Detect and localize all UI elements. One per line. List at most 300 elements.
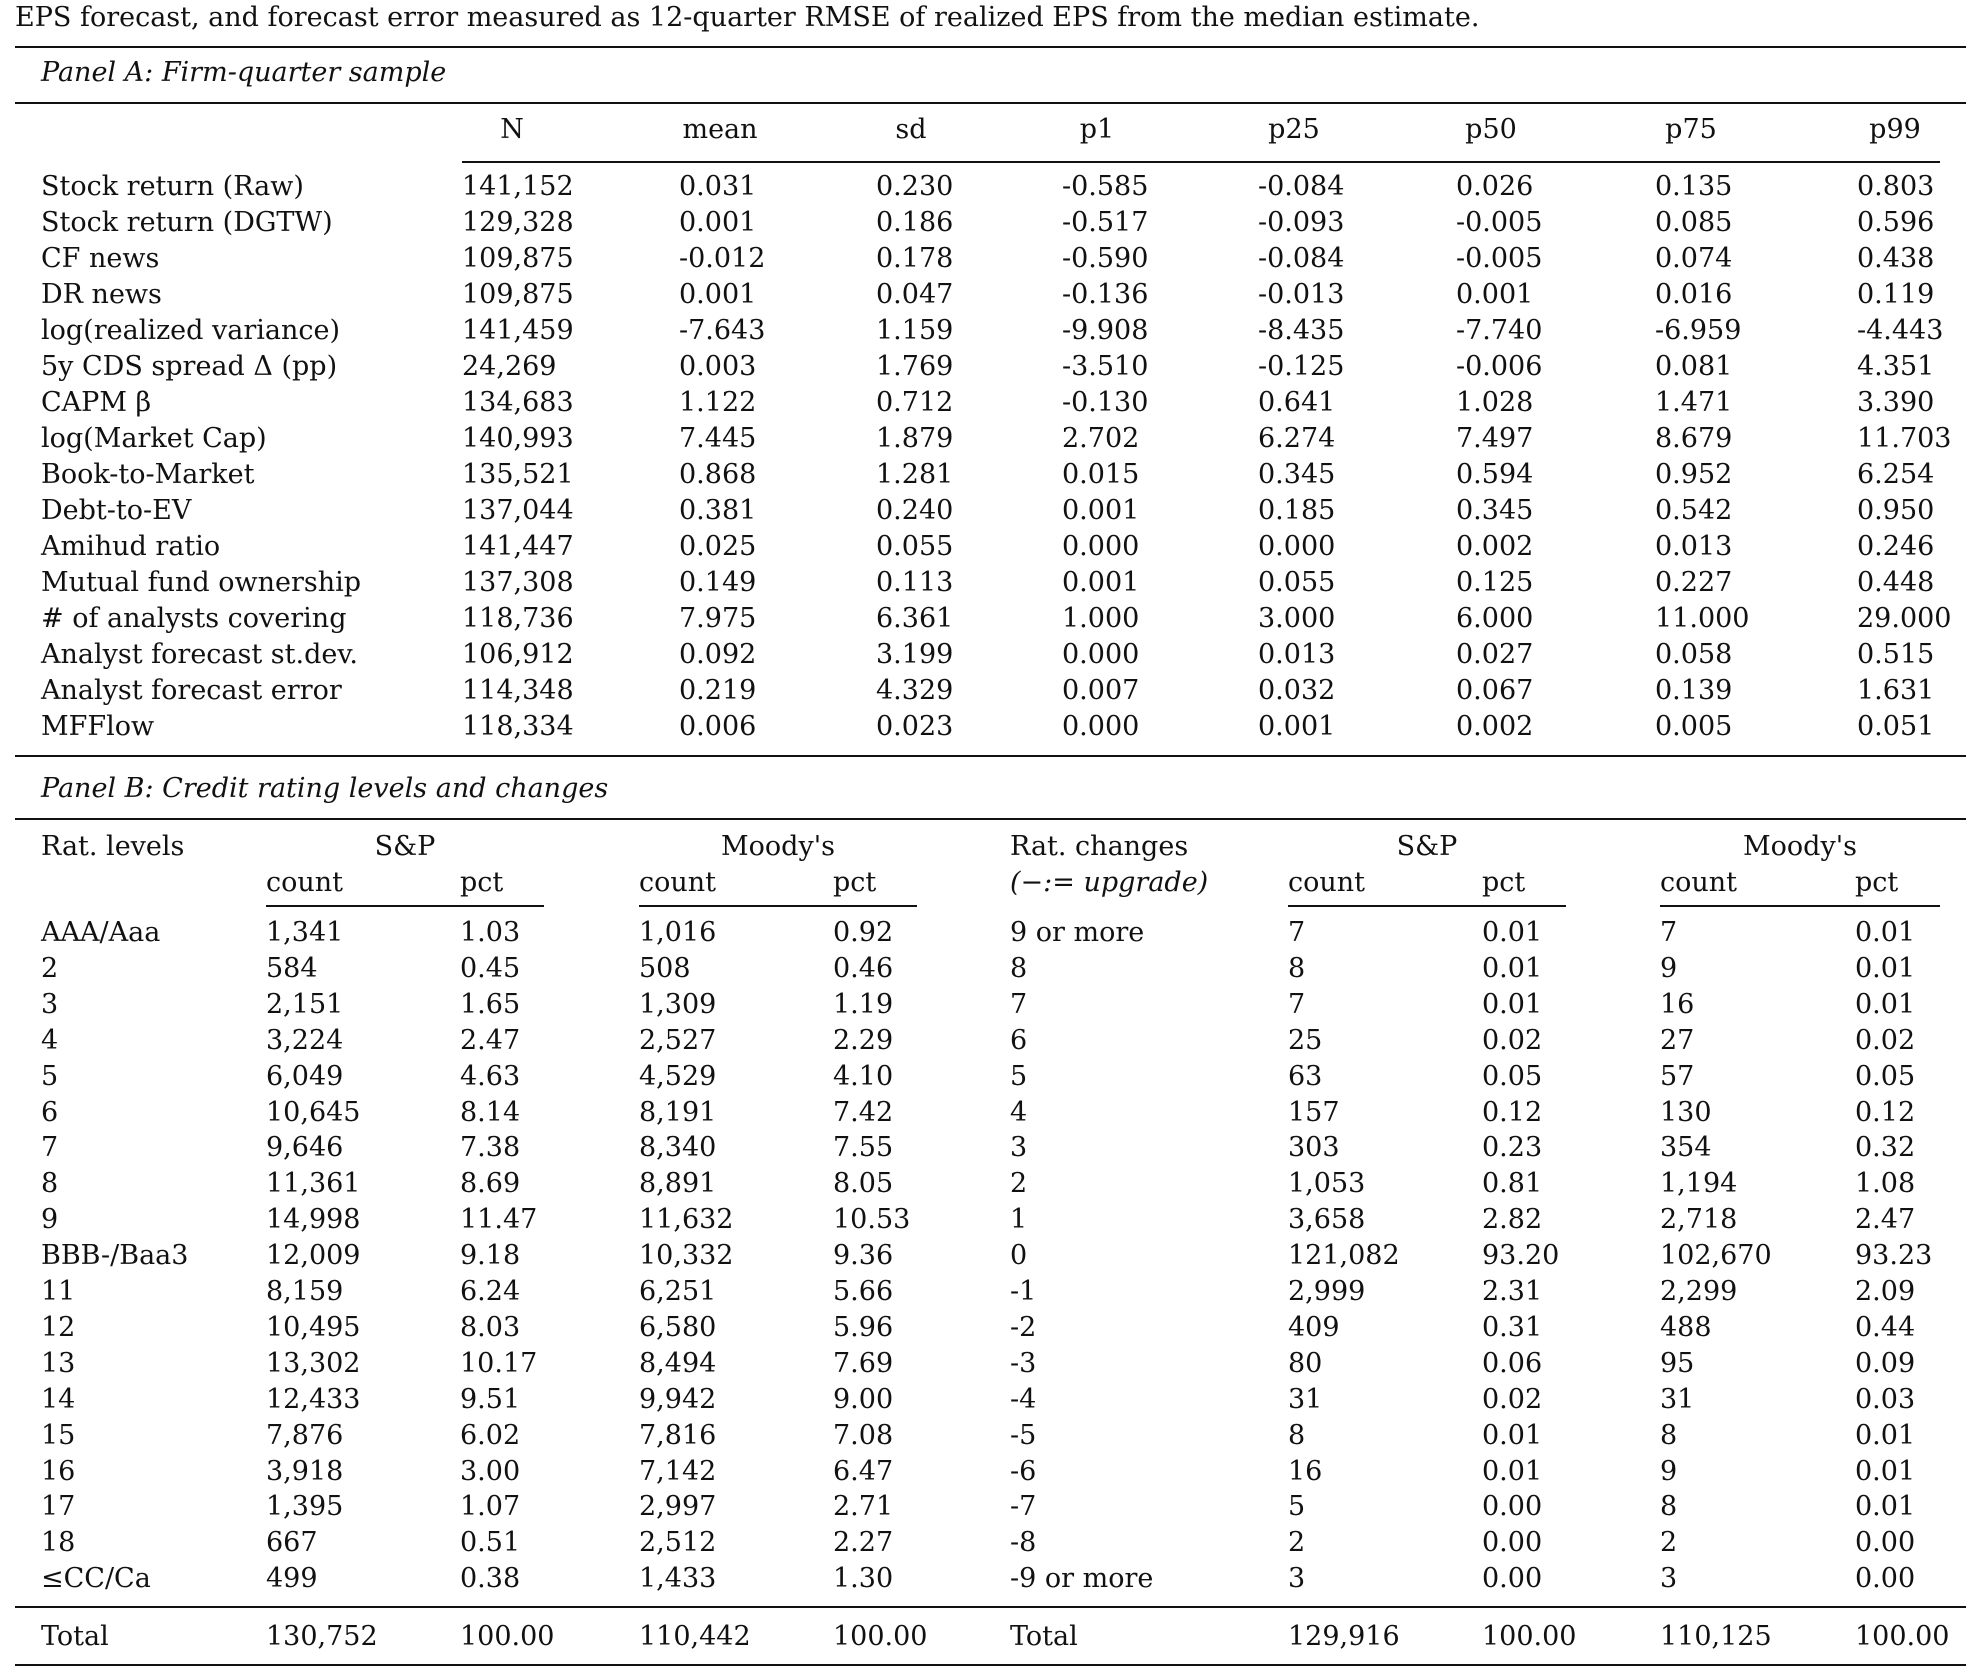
rating-level-cell: 17: [41, 1491, 76, 1523]
change-moodys-count-cell: 31: [1660, 1383, 1695, 1415]
moodys-count-cell: 2,997: [639, 1491, 717, 1523]
moodys-count-cell: 4,529: [639, 1060, 717, 1092]
sp-pct-cell: 0.38: [460, 1563, 521, 1595]
sp-pct-cell: 0.45: [460, 952, 521, 984]
row-label: 5y CDS spread Δ (pp): [41, 351, 338, 382]
table-cell: -0.130: [1062, 387, 1149, 418]
change-sp-count-cell: 2: [1288, 1527, 1306, 1559]
moodys-count-cell: 508: [639, 952, 691, 984]
rating-level-cell: 15: [41, 1419, 76, 1451]
change-moodys-pct-cell: 0.44: [1855, 1311, 1916, 1343]
table-cell: 0.594: [1456, 459, 1534, 490]
sp-levels-pct-header: pct: [460, 867, 504, 898]
rating-level-cell: 9: [41, 1204, 59, 1236]
change-sp-pct-cell: 0.23: [1482, 1132, 1543, 1164]
table-cell: 0.952: [1655, 459, 1733, 490]
table-cell: 0.081: [1655, 351, 1733, 382]
table-cell: 0.345: [1258, 459, 1336, 490]
table-cell: 0.032: [1258, 675, 1336, 706]
sp-pct-cell: 1.65: [460, 988, 521, 1020]
total-moodys-pct: 100.00: [833, 1621, 928, 1652]
sp-count-cell: 1,341: [266, 917, 344, 948]
change-moodys-pct-cell: 0.00: [1855, 1527, 1916, 1559]
change-sp-pct-cell: 0.06: [1482, 1347, 1543, 1379]
table-cell: 134,683: [462, 387, 574, 418]
table-cell: 0.005: [1655, 711, 1733, 742]
table-cell: 0.246: [1857, 531, 1935, 562]
rating-change-cell: -1: [1010, 1276, 1037, 1307]
moodys-count-cell: 8,340: [639, 1132, 717, 1164]
sp-pct-cell: 1.07: [460, 1491, 521, 1523]
table-bottom-rule: [15, 1664, 1966, 1666]
change-sp-count-cell: 31: [1288, 1383, 1323, 1415]
table-cell: 135,521: [462, 459, 574, 490]
table-cell: 0.000: [1258, 531, 1336, 562]
table-cell: 0.047: [876, 279, 954, 310]
table-cell: 141,459: [462, 315, 574, 346]
table-cell: 0.186: [876, 207, 954, 238]
table-cell: 6.254: [1857, 459, 1935, 490]
table-cell: -0.093: [1258, 207, 1345, 238]
change-moodys-count-cell: 102,670: [1660, 1240, 1772, 1272]
row-label: Analyst forecast st.dev.: [41, 639, 358, 670]
change-moodys-pct-cell: 0.32: [1855, 1132, 1916, 1164]
change-moodys-count-cell: 7: [1660, 917, 1678, 948]
rating-change-cell: 4: [1010, 1096, 1028, 1128]
sp-changes-pct-header: pct: [1482, 867, 1526, 898]
change-sp-count-cell: 303: [1288, 1132, 1340, 1164]
moodys-count-cell: 6,580: [639, 1311, 717, 1343]
change-sp-pct-cell: 2.31: [1482, 1276, 1543, 1307]
moodys-pct-cell: 7.69: [833, 1347, 894, 1379]
sp-count-cell: 11,361: [266, 1168, 361, 1200]
total-rating-change: Total: [1010, 1621, 1078, 1652]
rating-level-cell: 4: [41, 1024, 59, 1056]
table-cell: 140,993: [462, 423, 574, 454]
total-change-moodys-pct: 100.00: [1855, 1621, 1950, 1652]
change-sp-count-cell: 121,082: [1288, 1240, 1400, 1272]
table-cell: 0.381: [679, 495, 757, 526]
table-cell: 0.641: [1258, 387, 1336, 418]
change-sp-pct-cell: 0.01: [1482, 1455, 1543, 1487]
table-cell: 0.803: [1857, 171, 1935, 202]
change-moodys-count-cell: 3: [1660, 1563, 1678, 1595]
change-sp-count-cell: 25: [1288, 1024, 1323, 1056]
moodys-count-cell: 11,632: [639, 1204, 734, 1236]
moodys-changes-count-header: count: [1660, 867, 1738, 898]
sp-levels-header: S&P: [374, 831, 436, 862]
table-cell: -0.084: [1258, 243, 1345, 274]
rating-change-cell: 8: [1010, 952, 1028, 984]
moodys-pct-cell: 0.46: [833, 952, 894, 984]
row-label: DR news: [41, 279, 162, 310]
total-change-sp-pct: 100.00: [1482, 1621, 1577, 1652]
change-sp-pct-cell: 2.82: [1482, 1204, 1543, 1236]
change-sp-count-cell: 80: [1288, 1347, 1323, 1379]
total-top-rule: [15, 1606, 1966, 1608]
table-cell: 0.345: [1456, 495, 1534, 526]
col-header-N: N: [500, 114, 524, 145]
moodys-pct-cell: 5.66: [833, 1276, 894, 1307]
change-sp-count-cell: 3: [1288, 1563, 1306, 1595]
table-cell: -0.006: [1456, 351, 1543, 382]
rating-level-cell: 14: [41, 1383, 76, 1415]
moodys-pct-cell: 10.53: [833, 1204, 911, 1236]
rating-level-cell: 16: [41, 1455, 76, 1487]
panel-a-bottom-rule: [15, 755, 1966, 757]
table-cell: 3.199: [876, 639, 954, 670]
rating-level-cell: BBB-/Baa3: [41, 1240, 189, 1272]
table-cell: 0.026: [1456, 171, 1534, 202]
table-cell: 109,875: [462, 243, 574, 274]
change-moodys-pct-cell: 93.23: [1855, 1240, 1933, 1272]
rating-level-cell: 13: [41, 1347, 76, 1379]
sp-levels-subrule: [266, 905, 544, 907]
sp-pct-cell: 10.17: [460, 1347, 538, 1379]
table-cell: -0.013: [1258, 279, 1345, 310]
table-cell: 0.596: [1857, 207, 1935, 238]
table-cell: -4.443: [1857, 315, 1944, 346]
table-cell: -0.012: [679, 243, 766, 274]
table-cell: 1.769: [876, 351, 954, 382]
rating-change-cell: -3: [1010, 1347, 1037, 1379]
rating-level-cell: AAA/Aaa: [41, 917, 161, 948]
change-sp-count-cell: 7: [1288, 917, 1306, 948]
table-cell: 0.007: [1062, 675, 1140, 706]
sp-count-cell: 1,395: [266, 1491, 344, 1523]
table-cell: 8.679: [1655, 423, 1733, 454]
moodys-levels-pct-header: pct: [833, 867, 877, 898]
table-cell: 118,736: [462, 603, 574, 634]
table-cell: 0.003: [679, 351, 757, 382]
rating-change-cell: 2: [1010, 1168, 1028, 1200]
row-label: Debt-to-EV: [41, 495, 192, 526]
change-sp-pct-cell: 0.12: [1482, 1096, 1543, 1128]
change-sp-pct-cell: 0.01: [1482, 988, 1543, 1020]
table-cell: 0.001: [1062, 567, 1140, 598]
sp-count-cell: 9,646: [266, 1132, 344, 1164]
rating-changes-header: Rat. changes: [1010, 831, 1189, 862]
panel-a-header-rule: [462, 161, 1940, 163]
table-cell: 0.139: [1655, 675, 1733, 706]
table-cell: 0.712: [876, 387, 954, 418]
row-label: Stock return (DGTW): [41, 207, 333, 238]
table-caption: EPS forecast, and forecast error measured as 12-quarter RMSE of realized EPS from the median estimate.: [15, 2, 1480, 33]
table-cell: 0.074: [1655, 243, 1733, 274]
table-cell: 0.001: [679, 279, 757, 310]
change-sp-pct-cell: 0.05: [1482, 1060, 1543, 1092]
rating-level-cell: 3: [41, 988, 59, 1020]
sp-pct-cell: 9.18: [460, 1240, 521, 1272]
col-header-p1: p1: [1079, 114, 1115, 145]
table-cell: 0.219: [679, 675, 757, 706]
sp-count-cell: 13,302: [266, 1347, 361, 1379]
col-header-mean: mean: [682, 114, 758, 145]
change-moodys-pct-cell: 0.01: [1855, 988, 1916, 1020]
table-cell: 0.031: [679, 171, 757, 202]
table-cell: -0.005: [1456, 207, 1543, 238]
change-sp-count-cell: 409: [1288, 1311, 1340, 1343]
table-cell: 0.000: [1062, 711, 1140, 742]
sp-changes-header: S&P: [1396, 831, 1458, 862]
change-sp-pct-cell: 0.00: [1482, 1491, 1543, 1523]
table-cell: -7.740: [1456, 315, 1543, 346]
table-cell: -0.125: [1258, 351, 1345, 382]
rating-change-cell: -4: [1010, 1383, 1037, 1415]
moodys-pct-cell: 9.36: [833, 1240, 894, 1272]
table-cell: 0.448: [1857, 567, 1935, 598]
total-moodys-count: 110,442: [639, 1621, 751, 1652]
moodys-count-cell: 9,942: [639, 1383, 717, 1415]
row-label: log(realized variance): [41, 315, 341, 346]
sp-levels-count-header: count: [266, 867, 344, 898]
table-cell: 0.000: [1062, 531, 1140, 562]
col-header-sd: sd: [895, 114, 927, 145]
sp-count-cell: 10,645: [266, 1096, 361, 1128]
table-cell: 0.027: [1456, 639, 1534, 670]
sp-pct-cell: 7.38: [460, 1132, 521, 1164]
moodys-pct-cell: 8.05: [833, 1168, 894, 1200]
moodys-count-cell: 7,142: [639, 1455, 717, 1487]
rating-changes-subheader: (−:= upgrade): [1010, 867, 1209, 898]
moodys-pct-cell: 5.96: [833, 1311, 894, 1343]
table-cell: 1.159: [876, 315, 954, 346]
rating-change-cell: -2: [1010, 1311, 1037, 1343]
table-cell: 0.149: [679, 567, 757, 598]
table-cell: 0.023: [876, 711, 954, 742]
sp-pct-cell: 8.69: [460, 1168, 521, 1200]
table-cell: -6.959: [1655, 315, 1742, 346]
change-sp-count-cell: 157: [1288, 1096, 1340, 1128]
table-cell: 0.002: [1456, 711, 1534, 742]
table-cell: 6.361: [876, 603, 954, 634]
sp-pct-cell: 9.51: [460, 1383, 521, 1415]
table-cell: 0.051: [1857, 711, 1935, 742]
moodys-changes-pct-header: pct: [1855, 867, 1899, 898]
table-cell: 129,328: [462, 207, 574, 238]
table-cell: 7.445: [679, 423, 757, 454]
moodys-count-cell: 1,433: [639, 1563, 717, 1595]
table-cell: 137,308: [462, 567, 574, 598]
rating-change-cell: -8: [1010, 1527, 1037, 1559]
change-moodys-count-cell: 95: [1660, 1347, 1695, 1379]
moodys-pct-cell: 1.30: [833, 1563, 894, 1595]
top-rule: [15, 46, 1966, 48]
table-cell: 1.000: [1062, 603, 1140, 634]
change-moodys-pct-cell: 2.47: [1855, 1204, 1916, 1236]
table-cell: 11.000: [1655, 603, 1750, 634]
table-cell: 0.001: [679, 207, 757, 238]
change-moodys-count-cell: 27: [1660, 1024, 1695, 1056]
rating-change-cell: -9 or more: [1010, 1563, 1154, 1595]
table-cell: 114,348: [462, 675, 574, 706]
change-sp-count-cell: 7: [1288, 988, 1306, 1020]
table-cell: 0.868: [679, 459, 757, 490]
moodys-count-cell: 6,251: [639, 1276, 717, 1307]
rating-level-cell: 18: [41, 1527, 76, 1559]
rating-level-cell: 12: [41, 1311, 76, 1343]
row-label: log(Market Cap): [41, 423, 267, 454]
sp-changes-subrule: [1288, 905, 1566, 907]
moodys-count-cell: 8,494: [639, 1347, 717, 1379]
sp-count-cell: 584: [266, 952, 318, 984]
table-cell: 0.092: [679, 639, 757, 670]
table-cell: 106,912: [462, 639, 574, 670]
rating-change-cell: 5: [1010, 1060, 1028, 1092]
table-cell: 0.055: [876, 531, 954, 562]
rating-level-cell: ≤CC/Ca: [41, 1563, 151, 1595]
sp-pct-cell: 8.03: [460, 1311, 521, 1343]
table-cell: -0.005: [1456, 243, 1543, 274]
change-moodys-pct-cell: 0.01: [1855, 952, 1916, 984]
table-cell: 0.542: [1655, 495, 1733, 526]
sp-pct-cell: 11.47: [460, 1204, 538, 1236]
change-moodys-pct-cell: 0.12: [1855, 1096, 1916, 1128]
sp-count-cell: 499: [266, 1563, 318, 1595]
table-cell: 0.001: [1456, 279, 1534, 310]
moodys-levels-count-header: count: [639, 867, 717, 898]
table-cell: 0.025: [679, 531, 757, 562]
change-sp-count-cell: 63: [1288, 1060, 1323, 1092]
rating-change-cell: -6: [1010, 1455, 1037, 1487]
panel-a-title-rule: [15, 102, 1966, 104]
table-cell: 137,044: [462, 495, 574, 526]
change-moodys-count-cell: 354: [1660, 1132, 1712, 1164]
table-cell: 0.055: [1258, 567, 1336, 598]
rating-level-cell: 5: [41, 1060, 59, 1092]
change-sp-pct-cell: 0.02: [1482, 1383, 1543, 1415]
change-moodys-pct-cell: 0.01: [1855, 1419, 1916, 1451]
rating-level-cell: 8: [41, 1168, 59, 1200]
total-sp-count: 130,752: [266, 1621, 378, 1652]
col-header-p99: p99: [1869, 114, 1921, 145]
moodys-count-cell: 1,016: [639, 917, 717, 948]
change-sp-pct-cell: 0.00: [1482, 1563, 1543, 1595]
rating-level-cell: 6: [41, 1096, 59, 1128]
row-label: Book-to-Market: [41, 459, 255, 490]
sp-count-cell: 667: [266, 1527, 318, 1559]
change-moodys-count-cell: 2: [1660, 1527, 1678, 1559]
sp-pct-cell: 8.14: [460, 1096, 521, 1128]
change-sp-count-cell: 5: [1288, 1491, 1306, 1523]
table-cell: 0.067: [1456, 675, 1534, 706]
moodys-pct-cell: 2.71: [833, 1491, 894, 1523]
table-cell: 0.950: [1857, 495, 1935, 526]
sp-pct-cell: 1.03: [460, 917, 521, 948]
sp-count-cell: 10,495: [266, 1311, 361, 1343]
moodys-pct-cell: 2.27: [833, 1527, 894, 1559]
sp-pct-cell: 0.51: [460, 1527, 521, 1559]
table-cell: 0.002: [1456, 531, 1534, 562]
table-cell: 0.015: [1062, 459, 1140, 490]
table-cell: 0.135: [1655, 171, 1733, 202]
table-cell: 1.122: [679, 387, 757, 418]
change-moodys-count-cell: 1,194: [1660, 1168, 1738, 1200]
total-sp-pct: 100.00: [460, 1621, 555, 1652]
sp-pct-cell: 3.00: [460, 1455, 521, 1487]
moodys-count-cell: 8,191: [639, 1096, 717, 1128]
table-cell: 1.471: [1655, 387, 1733, 418]
sp-pct-cell: 4.63: [460, 1060, 521, 1092]
rating-change-cell: -5: [1010, 1419, 1037, 1451]
change-moodys-pct-cell: 1.08: [1855, 1168, 1916, 1200]
change-sp-pct-cell: 0.81: [1482, 1168, 1543, 1200]
total-change-sp-count: 129,916: [1288, 1621, 1400, 1652]
table-cell: 1.028: [1456, 387, 1534, 418]
sp-count-cell: 12,433: [266, 1383, 361, 1415]
table-cell: 4.329: [876, 675, 954, 706]
table-cell: -0.517: [1062, 207, 1149, 238]
sp-count-cell: 2,151: [266, 988, 344, 1020]
rating-change-cell: 1: [1010, 1204, 1028, 1236]
table-cell: -9.908: [1062, 315, 1149, 346]
panel-b-title-rule: [15, 818, 1966, 820]
table-cell: 24,269: [462, 351, 557, 382]
change-moodys-count-cell: 9: [1660, 952, 1678, 984]
moodys-changes-subrule: [1660, 905, 1940, 907]
row-label: CF news: [41, 243, 160, 274]
sp-changes-count-header: count: [1288, 867, 1366, 898]
sp-count-cell: 7,876: [266, 1419, 344, 1451]
table-cell: 3.390: [1857, 387, 1935, 418]
rating-levels-header: Rat. levels: [41, 831, 185, 862]
sp-count-cell: 3,918: [266, 1455, 344, 1487]
change-sp-count-cell: 3,658: [1288, 1204, 1366, 1236]
total-change-moodys-count: 110,125: [1660, 1621, 1772, 1652]
change-sp-pct-cell: 93.20: [1482, 1240, 1560, 1272]
table-cell: 1.879: [876, 423, 954, 454]
change-moodys-count-cell: 9: [1660, 1455, 1678, 1487]
change-sp-pct-cell: 0.01: [1482, 917, 1543, 948]
rating-change-cell: 0: [1010, 1240, 1028, 1272]
change-moodys-pct-cell: 0.02: [1855, 1024, 1916, 1056]
change-sp-pct-cell: 0.31: [1482, 1311, 1543, 1343]
moodys-count-cell: 2,527: [639, 1024, 717, 1056]
table-cell: 4.351: [1857, 351, 1935, 382]
table-cell: 0.085: [1655, 207, 1733, 238]
table-cell: 0.185: [1258, 495, 1336, 526]
table-cell: 0.119: [1857, 279, 1935, 310]
moodys-pct-cell: 9.00: [833, 1383, 894, 1415]
table-cell: 6.000: [1456, 603, 1534, 634]
table-cell: 11.703: [1857, 423, 1952, 454]
change-moodys-count-cell: 130: [1660, 1096, 1712, 1128]
table-cell: 7.975: [679, 603, 757, 634]
panel-a-title: Panel A: Firm-quarter sample: [41, 57, 447, 88]
change-sp-count-cell: 8: [1288, 952, 1306, 984]
moodys-count-cell: 7,816: [639, 1419, 717, 1451]
change-moodys-pct-cell: 2.09: [1855, 1276, 1916, 1307]
table-cell: 0.006: [679, 711, 757, 742]
table-cell: 2.702: [1062, 423, 1140, 454]
total-rating-level: Total: [41, 1621, 109, 1652]
panel-b-title: Panel B: Credit rating levels and changes: [41, 773, 609, 804]
rating-level-cell: 11: [41, 1276, 76, 1307]
moodys-pct-cell: 0.92: [833, 917, 894, 948]
rating-level-cell: 7: [41, 1132, 59, 1164]
change-moodys-pct-cell: 0.01: [1855, 917, 1916, 948]
change-moodys-count-cell: 8: [1660, 1419, 1678, 1451]
table-cell: 141,447: [462, 531, 574, 562]
sp-pct-cell: 2.47: [460, 1024, 521, 1056]
sp-count-cell: 6,049: [266, 1060, 344, 1092]
table-cell: 0.000: [1062, 639, 1140, 670]
col-header-p25: p25: [1268, 114, 1320, 145]
sp-count-cell: 12,009: [266, 1240, 361, 1272]
moodys-levels-subrule: [639, 905, 917, 907]
table-cell: -8.435: [1258, 315, 1345, 346]
change-moodys-count-cell: 2,299: [1660, 1276, 1738, 1307]
